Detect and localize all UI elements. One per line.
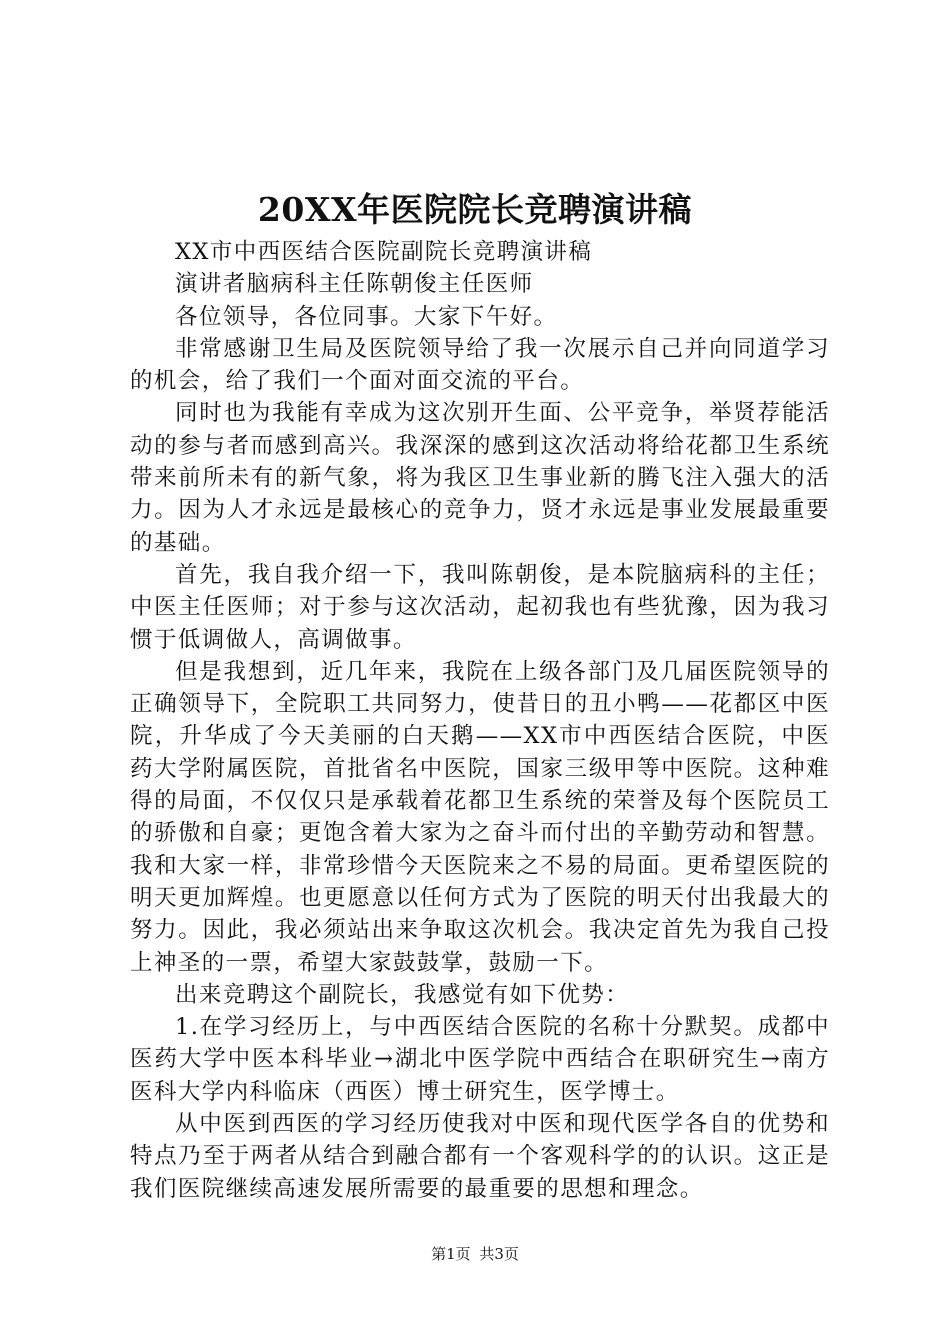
page-number-footer: 第1页 共3页 [431,1245,519,1263]
paragraph: 从中医到西医的学习经历使我对中医和现代医学各自的优势和特点乃至于两者从结合到融合都有一个客观科学的的认识。这正是我们医院继续高速发展所需要的最重要的思想和理念。 [130,1111,830,1202]
paragraph: 1.在学习经历上，与中西医结合医院的名称十分默契。成都中医药大学中医本科毕业→湖北中医学院中西结合在职研究生→南方医科大学内科临床（西医）博士研究生，医学博士。 [130,1014,830,1105]
paragraph: 出来竞聘这个副院长，我感觉有如下优势： [175,981,630,1008]
document-body [130,236,830,1205]
paragraph: 首先，我自我介绍一下，我叫陈朝俊，是本院脑病科的主任；中医主任医师；对于参与这次活动，起初我也有些犹豫，因为我习惯于低调做人，高调做事。 [130,561,830,653]
document-title: 20XX年医院院长竞聘演讲稿 [257,190,693,229]
paragraph: 非常感谢卫生局及医院领导给了我一次展示自己并向同道学习的机会，给了我们一个面对面交流的平台。 [130,335,830,395]
paragraph: 同时也为我能有幸成为这次别开生面、公平竞争，举贤荐能活动的参与者而感到高兴。我深深的感到这次活动将给花都卫生系统带来前所未有的新气象，将为我区卫生事业新的腾飞注入强大的活力。因为人才永远是最核心的竞争力，贤才永远是事业发展最重要的基础。 [130,400,830,556]
paragraph: 演讲者脑病科主任陈朝俊主任医师 [175,271,534,298]
paragraph: XX市中西医结合医院副院长竞聘演讲稿 [175,239,593,265]
paragraph: 但是我想到，近几年来，我院在上级各部门及几届医院领导的正确领导下，全院职工共同努力，使昔日的丑小鸭——花都区中医院，升华成了今天美丽的白天鹅——XX市中西医结合医院，中医药大学附属医院，首批省名中医院，国家三级甲等中医院。这种难得的局面，不仅仅只是承载着花都卫生系统的荣誉及每个医院员工的骄傲和自豪；更饱含着大家为之奋斗而付出的辛勤劳动和智慧。我和大家一样，非常珍惜今天医院来之不易的局面。更希望医院的明天更加辉煌。也更愿意以任何方式为了医院的明天付出我最大的努力。因此，我必须站出来争取这次机会。我决定首先为我自己投上神圣的一票，希望大家鼓鼓掌，鼓励一下。 [130,658,830,976]
paragraph: 各位领导，各位同事。大家下午好。 [175,303,558,330]
